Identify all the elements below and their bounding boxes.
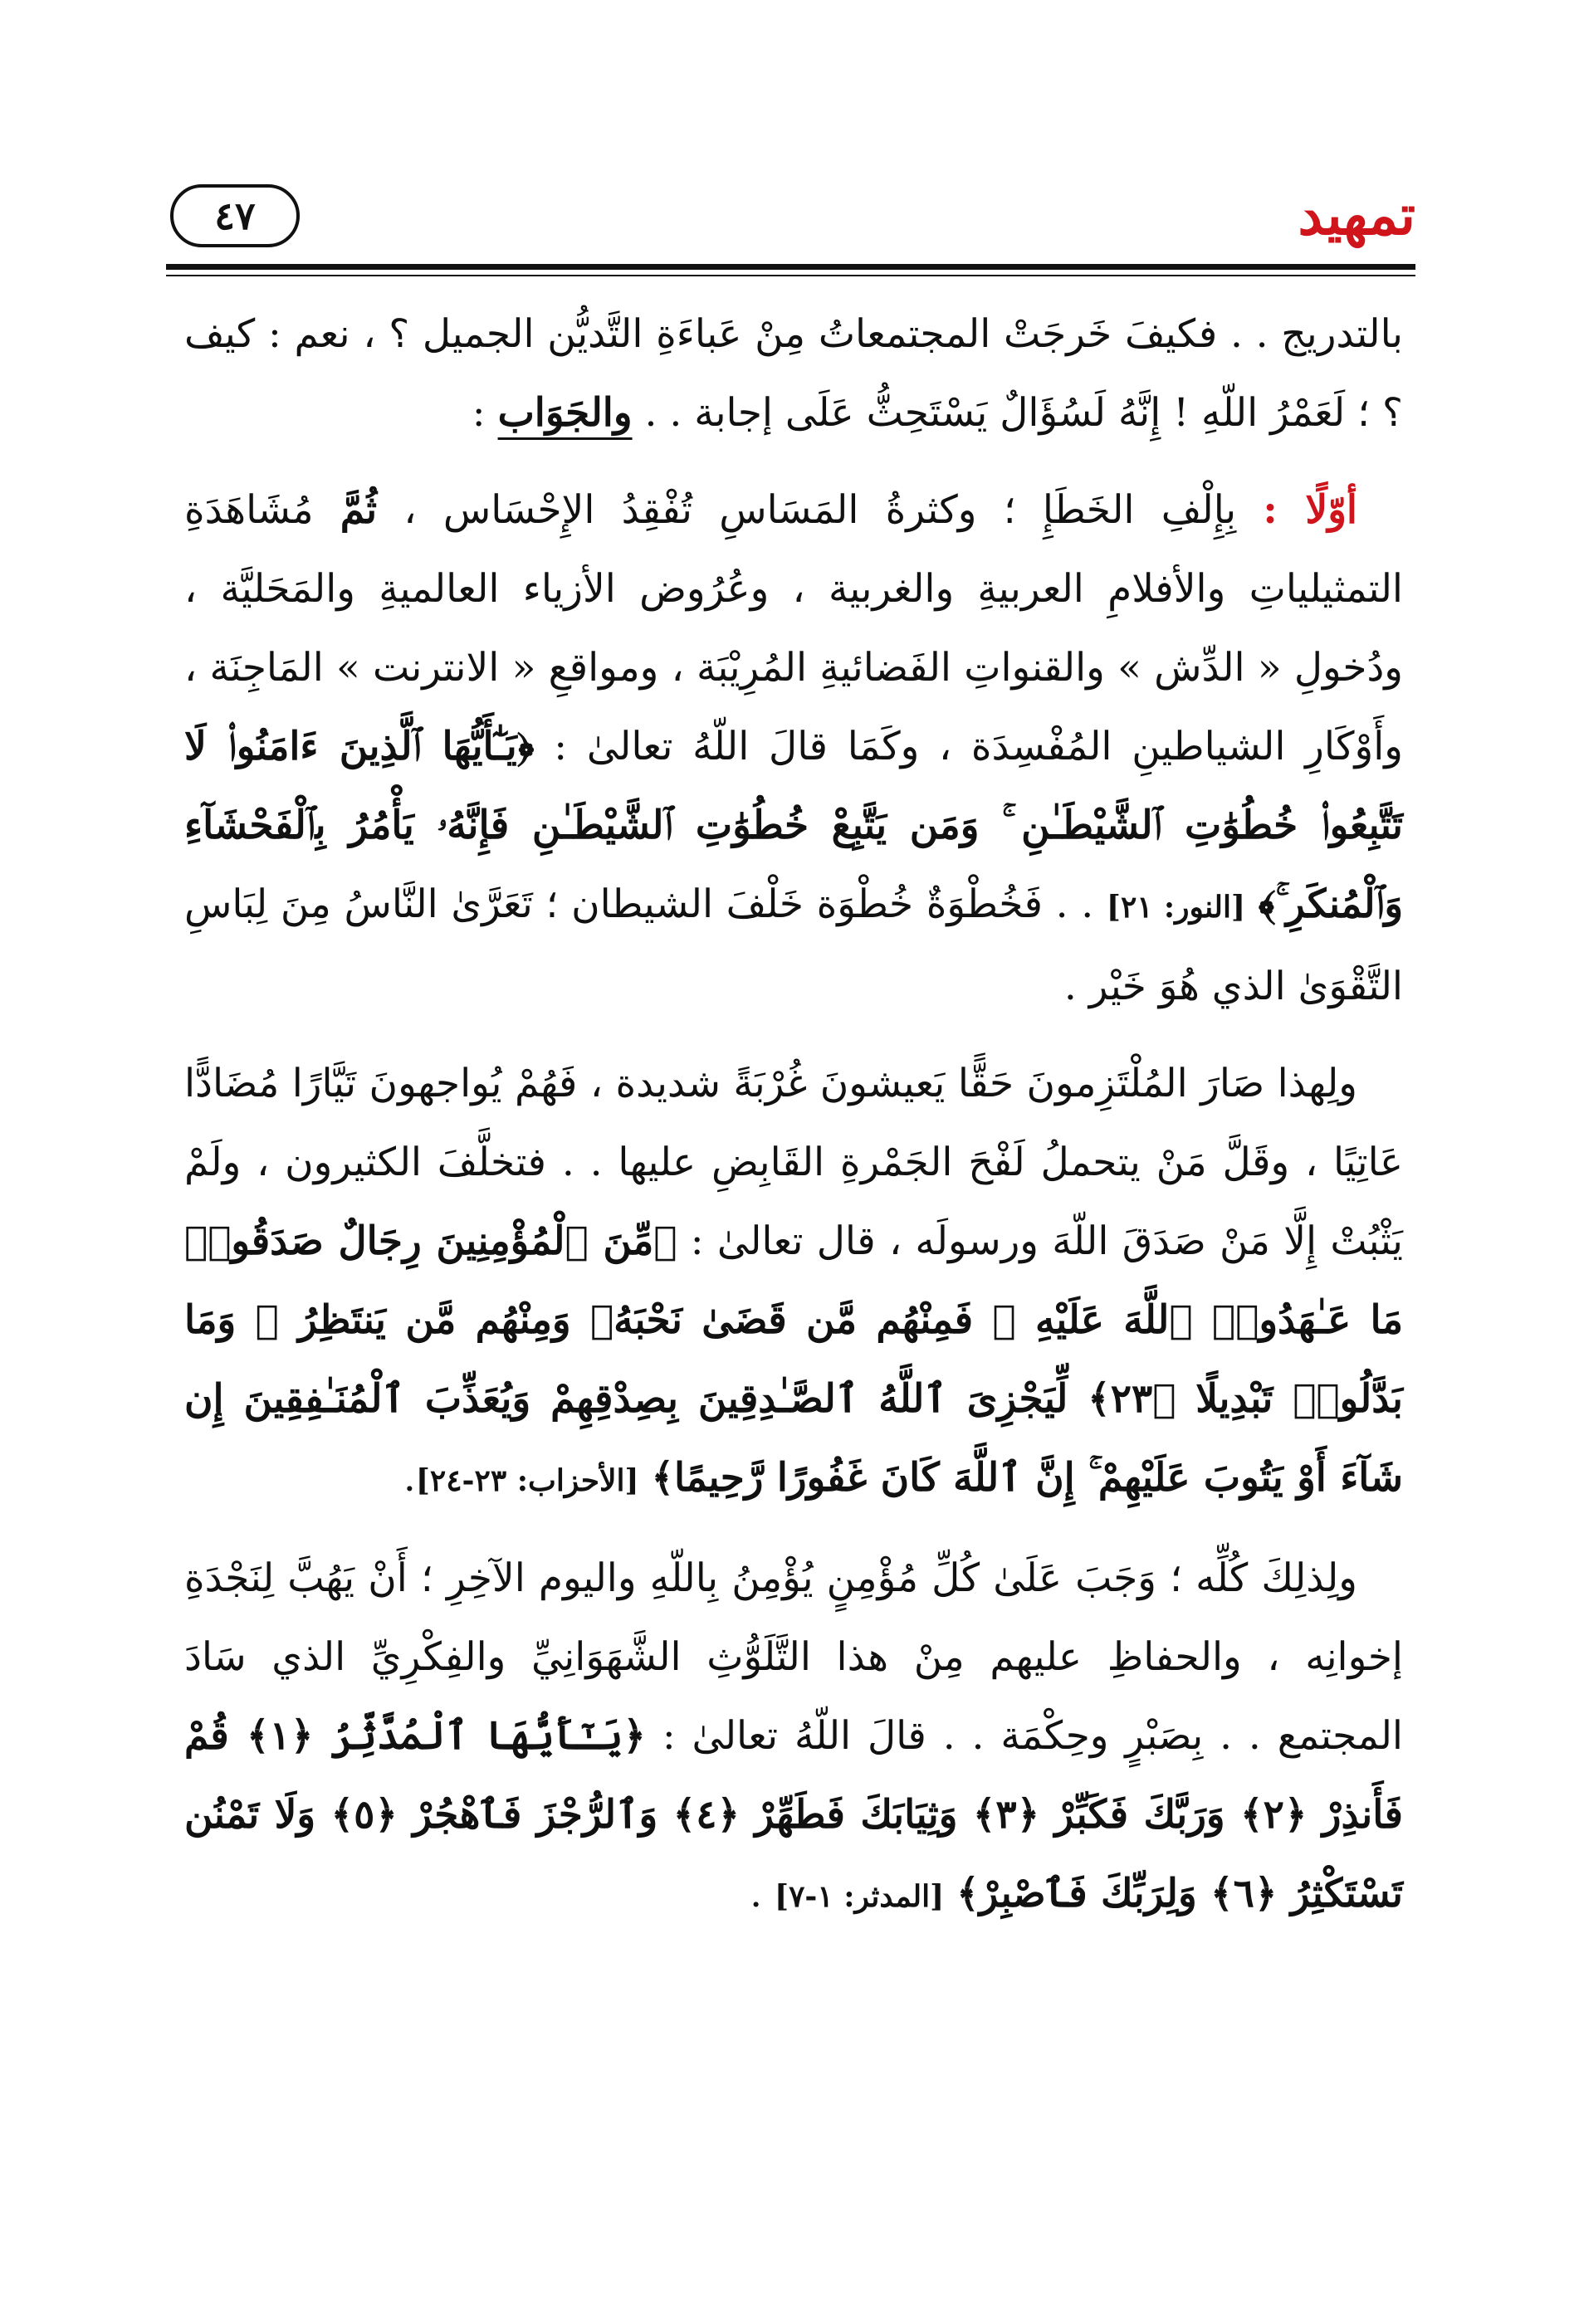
p1-line2: نعم : كيف ؟ ؛ لَعَمْرُ اللّهِ ! إِنَّهُ لَسُؤَالٌ يَسْتَحِثُّ عَلَى إجابة . . (184, 311, 1403, 436)
p4-end: . (750, 1871, 763, 1916)
p2-text-c: . . فَخُطْوَةٌ خُطْوَة خَلْفَ الشيطان ؛ تَعَرَّىٰ النَّاسُ مِنَ لِبَاسِ التَّقْوَىٰ الذي هُوَ خَيْر . (184, 881, 1403, 1009)
page-number: ٤٧ (170, 184, 300, 247)
page-header (166, 166, 1415, 261)
paragraph-4 (184, 1539, 1403, 1936)
header-rule-thin (166, 275, 1415, 276)
p2-text-a: بِإِلْفِ الخَطَإِ ؛ وكثرةُ المَسَاسِ تُفْقِدُ الإِحْسَاس ، (403, 487, 1237, 533)
body-text (184, 295, 1403, 1955)
chapter-title: تمهيد (1298, 183, 1415, 247)
p3-end: . (403, 1455, 416, 1501)
p1-line1: بالتدريج . . فكيفَ خَرجَتْ المجتمعاتُ مِنْ عَباءَةِ التَّديُّن الجميل ؟ ، (363, 311, 1403, 357)
quran-verse-nur: ﴿يَـٰٓأَيُّهَا ٱلَّذِينَ ءَامَنُوا۟ لَا تَتَّبِعُوا۟ خُطُوَٰتِ ٱلشَّيْطَـٰنِ ۚ وَمَن يَتَّبِعْ خُطُوَٰتِ ٱلشَّيْطَـٰنِ فَإِنَّهُۥ يَأْمُرُ بِٱلْفَحْشَآءِ وَٱلْمُنكَرِ ۚ﴾ (184, 724, 1404, 927)
paragraph-3 (184, 1044, 1403, 1521)
p1-colon: : (472, 390, 486, 436)
first-point-label: أوّلًا : (1263, 487, 1357, 533)
answer-heading: والجَوَاب (497, 390, 633, 436)
p2-thumma: ثُمَّ (340, 487, 378, 533)
quran-verse-muddaththir: ﴿يَـٰٓأَيُّهَا ٱلْمُدَّثِّرُ ﴿١﴾ قُمْ فَأَنذِرْ ﴿٢﴾ وَرَبَّكَ فَكَبِّرْ ﴿٣﴾ وَثِيَابَكَ فَطَهِّرْ ﴿٤﴾ وَٱلرُّجْزَ فَٱهْجُرْ ﴿٥﴾ وَلَا تَمْنُن تَسْتَكْثِرُ ﴿٦﴾ وَلِرَبِّكَ فَٱصْبِرْ﴾ (184, 1713, 1403, 1916)
paragraph-2 (184, 471, 1403, 1026)
paragraph-1 (184, 295, 1403, 452)
p2-text-b: مُشَاهَدَةِ التمثيلياتِ والأفلامِ العربيةِ والغربية ، وعُرُوض الأزياء العالميةِ والمَحَليَّة ، ودُخولِ « الدِّش » والقنواتِ الفَضائيةِ المُرِيْبَة ، ومواقعِ « الانترنت » المَاجِنَة ، وأَوْكَارِ الشياطينِ المُفْسِدَة ، وكَمَا قالَ اللّهُ تعالىٰ : (184, 487, 1403, 769)
citation-ahzab: [الأحزاب: ٢٣-٢٤] (415, 1463, 639, 1498)
header-rule-thick (166, 264, 1415, 270)
citation-nur: [النور: ٢١] (1106, 890, 1246, 925)
p4-text-a: ولِذلِكَ كُلِّه ؛ وَجَبَ عَلَىٰ كُلِّ مُؤْمِنٍ يُؤْمِنُ بِاللّهِ واليوم الآخِرِ ؛ أَنْ يَهُبَّ لِنَجْدَةِ إخوانِه ، والحفاظِ عليهم مِنْ هذا التَّلَوُّثِ الشَّهَوَانِيِّ والفِكْرِيِّ الذي سَادَ المجتمع . . بِصَبْرٍ وحِكْمَة . . قالَ اللّهُ تعالىٰ : (184, 1555, 1403, 1759)
quran-verse-ahzab: ﴿مِّنَ ٱلْمُؤْمِنِينَ رِجَالٌ صَدَقُوا۟ مَا عَـٰهَدُوا۟ ٱللَّهَ عَلَيْهِ ۖ فَمِنْهُم مَّن قَضَىٰ نَحْبَهُۥ وَمِنْهُم مَّن يَنتَظِرُ ۖ وَمَا بَدَّلُوا۟ تَبْدِيلًا ﴿٢٣﴾ لِّيَجْزِىَ ٱللَّهُ ٱلصَّـٰدِقِينَ بِصِدْقِهِمْ وَيُعَذِّبَ ٱلْمُنَـٰفِقِينَ إِن شَآءَ أَوْ يَتُوبَ عَلَيْهِمْ ۚ إِنَّ ٱللَّهَ كَانَ غَفُورًا رَّحِيمًا﴾ (184, 1218, 1403, 1501)
citation-muddaththir: [المدثر: ١-٧] (775, 1879, 945, 1914)
p3-text-a: ولِهذا صَارَ المُلْتَزِمونَ حَقًّا يَعيشونَ غُرْبَةً شديدة ، فَهُمْ يُواجهونَ تَيَّارًا مُضَادًّا عَاتِيًا ، وقَلَّ مَنْ يتحملُ لَفْحَ الجَمْرةِ القَابِضِ عليها . . فتخلَّفَ الكثيرون ، ولَمْ يَثْبُتْ إِلَّا مَنْ صَدَقَ اللّهَ ورسولَه ، قال تعالىٰ : (184, 1061, 1403, 1264)
